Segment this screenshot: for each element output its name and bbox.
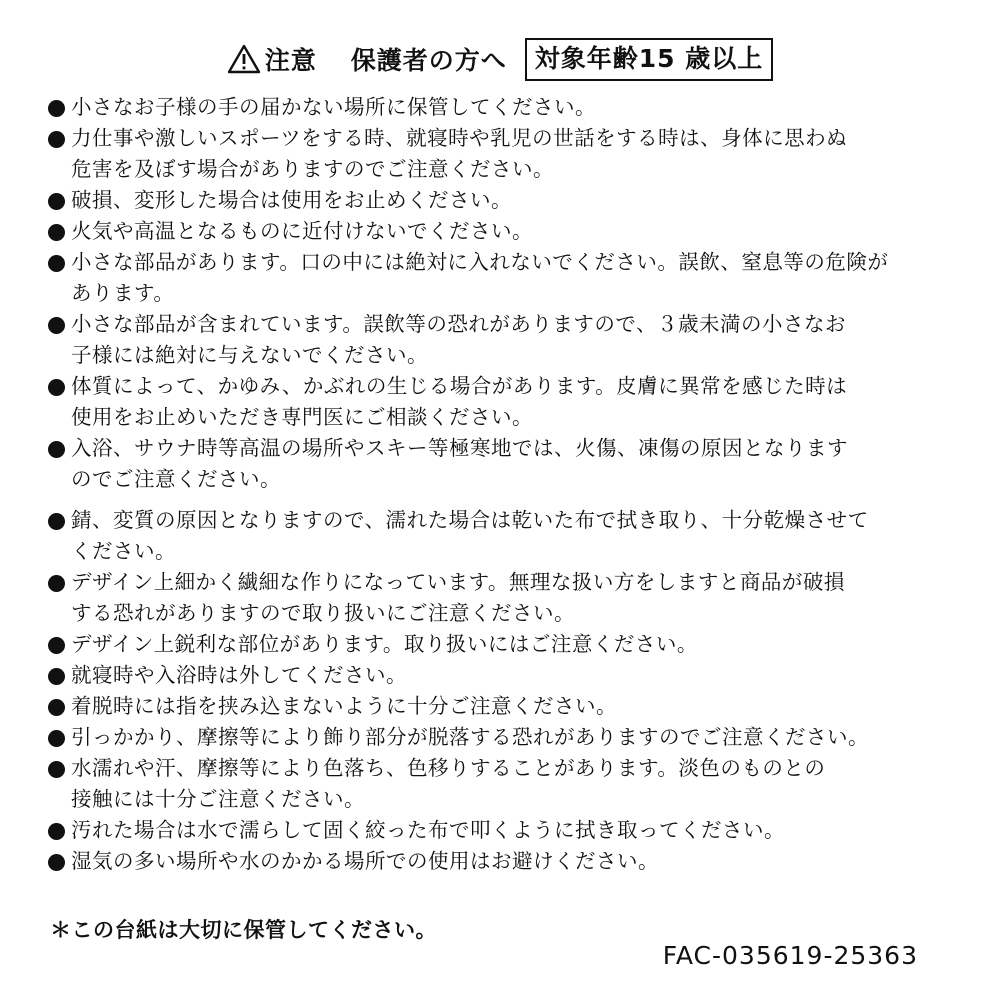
caution-text: 小さなお子様の手の届かない場所に保管してください。 bbox=[71, 95, 596, 119]
caution-text: 体質によって、かゆみ、かぶれの生じる場合があります。皮膚に異常を感じた時は 使用をお止めいただき専門医にご相談ください。 bbox=[71, 374, 848, 429]
caution-list bbox=[48, 92, 968, 877]
age-rating-badge: 対象年齢15 歳以上 bbox=[525, 38, 774, 81]
bullet-icon bbox=[48, 854, 65, 871]
keep-card-note: ＊この台紙は大切に保管してください。 bbox=[50, 918, 437, 942]
caution-item bbox=[48, 92, 968, 123]
caution-item bbox=[48, 309, 968, 371]
audience-label: 保護者の方へ bbox=[350, 46, 507, 75]
bullet-icon bbox=[48, 131, 65, 148]
caution-item bbox=[48, 216, 968, 247]
caution-text: 小さな部品が含まれています。誤飲等の恐れがありますので、３歳未満の小さなお 子様には絶対に与えないでください。 bbox=[71, 312, 846, 367]
caution-text: 錆、変質の原因となりますので、濡れた場合は乾いた布で拭き取り、十分乾燥させて ください。 bbox=[71, 508, 869, 563]
bullet-icon bbox=[48, 317, 65, 334]
caution-item bbox=[48, 722, 968, 753]
caution-item bbox=[48, 846, 968, 877]
caution-item bbox=[48, 815, 968, 846]
bullet-icon bbox=[48, 575, 65, 592]
caution-text: デザイン上鋭利な部位があります。取り扱いにはご注意ください。 bbox=[71, 632, 698, 656]
bullet-icon bbox=[48, 100, 65, 117]
warning-triangle-icon bbox=[227, 44, 261, 74]
product-code: FAC-035619-25363 bbox=[662, 941, 918, 970]
bullet-icon bbox=[48, 255, 65, 272]
caution-text: 汚れた場合は水で濡らして固く絞った布で叩くように拭き取ってください。 bbox=[71, 818, 785, 842]
caution-title: 注意 bbox=[264, 46, 317, 75]
caution-item bbox=[48, 753, 968, 815]
bullet-icon bbox=[48, 699, 65, 716]
caution-item bbox=[48, 567, 968, 629]
bullet-icon bbox=[48, 224, 65, 241]
bullet-icon bbox=[48, 379, 65, 396]
caution-text: 入浴、サウナ時等高温の場所やスキー等極寒地では、火傷、凍傷の原因となります のでご注意ください。 bbox=[71, 436, 848, 491]
bullet-icon bbox=[48, 668, 65, 685]
bullet-icon bbox=[48, 441, 65, 458]
caution-text: 火気や高温となるものに近付けないでください。 bbox=[71, 219, 533, 243]
bullet-icon bbox=[48, 513, 65, 530]
bullet-icon bbox=[48, 637, 65, 654]
caution-item bbox=[48, 505, 968, 567]
caution-text: 水濡れや汗、摩擦等により色落ち、色移りすることがあります。淡色のものとの 接触には十分ご注意ください。 bbox=[71, 756, 826, 811]
caution-text: デザイン上細かく繊細な作りになっています。無理な扱い方をしますと商品が破損 する恐れがありますので取り扱いにご注意ください。 bbox=[71, 570, 845, 625]
caution-item bbox=[48, 371, 968, 433]
caution-text: 引っかかり、摩擦等により飾り部分が脱落する恐れがありますのでご注意ください。 bbox=[71, 725, 869, 749]
bullet-icon bbox=[48, 730, 65, 747]
caution-item bbox=[48, 247, 968, 309]
caution-item bbox=[48, 629, 968, 660]
caution-text: 着脱時には指を挟み込まないように十分ご注意ください。 bbox=[71, 694, 617, 718]
caution-item bbox=[48, 185, 968, 216]
caution-text: 小さな部品があります。口の中には絶対に入れないでください。誤飲、窒息等の危険が あります。 bbox=[71, 250, 889, 305]
caution-item bbox=[48, 123, 968, 185]
caution-item bbox=[48, 433, 968, 495]
caution-text: 就寝時や入浴時は外してください。 bbox=[71, 663, 407, 687]
caution-item bbox=[48, 660, 968, 691]
bullet-icon bbox=[48, 823, 65, 840]
bullet-icon bbox=[48, 193, 65, 210]
caution-item bbox=[48, 691, 968, 722]
warning-header bbox=[0, 34, 1000, 84]
caution-text: 湿気の多い場所や水のかかる場所での使用はお避けください。 bbox=[71, 849, 659, 873]
caution-text: 破損、変形した場合は使用をお止めください。 bbox=[71, 188, 512, 212]
bullet-icon bbox=[48, 761, 65, 778]
caution-text: 力仕事や激しいスポーツをする時、就寝時や乳児の世話をする時は、身体に思わぬ 危害を及ぼす場合がありますのでご注意ください。 bbox=[71, 126, 848, 181]
